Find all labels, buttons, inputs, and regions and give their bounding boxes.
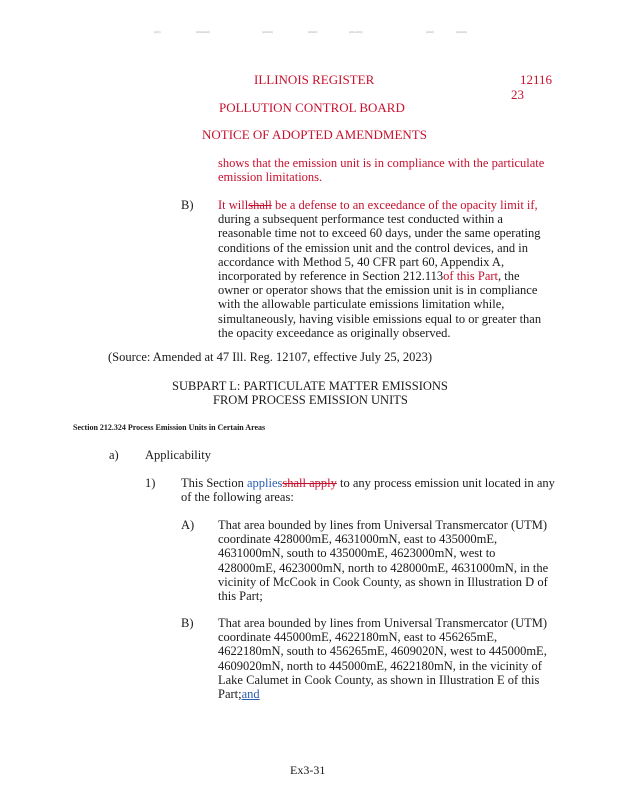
- deleted-shall-apply: shall apply: [282, 476, 337, 490]
- header-noise-5: (###-####): [349, 30, 363, 34]
- item-b-line-3: reasonable time not to exceed 60 days, under the same operating: [218, 226, 541, 241]
- sub-a-line-5: vicinity of McCook in Cook County, as shown in Illustration D of: [218, 574, 548, 589]
- header-noise-6: (####): [426, 30, 434, 34]
- page-number-line2: 23: [511, 87, 524, 102]
- item-b-line-9: simultaneously, having visible emissions equal to or greater than: [218, 311, 542, 326]
- item-b-line-4: conditions of the emission unit and the control devices, and in: [218, 240, 529, 255]
- sub-b-label: B): [181, 616, 194, 630]
- notice-title: NOTICE OF ADOPTED AMENDMENTS: [202, 127, 427, 142]
- item-b-paragraph: [218, 198, 578, 340]
- inserted-will: will: [228, 198, 249, 212]
- sub-b-line-2: coordinate 445000mE, 4622180mN, east to 456265mE,: [218, 630, 498, 645]
- sub-a-line-6: this Part;: [218, 589, 263, 604]
- page-number: 12116: [520, 72, 553, 87]
- item-b-line-10: the opacity exceedance as originally observed.: [218, 325, 451, 340]
- header-noise-1: (###): [154, 30, 161, 34]
- item-1-pre: This Section: [181, 476, 247, 490]
- item-a-label: a): [109, 448, 119, 462]
- register-title: ILLINOIS REGISTER: [254, 72, 375, 87]
- item-b-line-1-pre: It: [218, 198, 229, 212]
- header-noise-2: (########): [196, 30, 210, 34]
- item-1-line-2: of the following areas:: [181, 490, 294, 505]
- agency-name: POLLUTION CONTROL BOARD: [219, 100, 405, 115]
- item-b-line-7: owner or operator shows that the emission unit is in compliance: [218, 283, 538, 298]
- sub-a-line-2: coordinate 428000mE, 4631000mN, east to 435000mE,: [218, 532, 498, 547]
- sub-a-line-3: 4631000mN, south to 435000mE, 4623000mN, west to: [218, 546, 496, 561]
- item-1-line-1: [181, 476, 581, 490]
- item-a-text: Applicability: [145, 448, 211, 462]
- header-noise-4: (#####): [308, 30, 318, 34]
- continuation-line-1: shows that the emission unit is in compliance with the particulate: [218, 156, 545, 170]
- item-b-line-1: [218, 198, 578, 212]
- sub-b-line-6: [218, 687, 583, 701]
- header-noise-7: (######): [456, 30, 467, 34]
- deleted-shall: shall: [248, 198, 272, 212]
- item-b-line-8: with the allowable particulate emissions limitation while,: [218, 297, 505, 312]
- sub-b-line-4: 4609020mN, north to 445000mE, 4622180mN, in the vicinity of: [218, 658, 542, 673]
- header-noise-3: (######): [262, 30, 273, 34]
- section-heading: Section 212.324 Process Emission Units in Certain Areas: [73, 423, 266, 432]
- sub-b-line-3: 4622180mN, south to 456265mE, 4609020N, west to 445000mE,: [218, 644, 547, 659]
- page-footer: Ex3-31: [290, 763, 326, 777]
- item-b-line-2: during a subsequent performance test conducted within a: [218, 212, 503, 227]
- continuation-line-2: emission limitations.: [218, 170, 323, 184]
- inserted-and: and: [241, 687, 260, 702]
- sub-a-line-1: That area bounded by lines from Universal Transmercator (UTM): [218, 518, 548, 532]
- sub-b-paragraph: [218, 616, 583, 701]
- inserted-of-this-part: of this Part: [443, 269, 499, 284]
- subpart-heading-line-1: SUBPART L: PARTICULATE MATTER EMISSIONS: [172, 379, 448, 393]
- item-b-line-6-pre: incorporated by reference in Section 212.113: [218, 269, 444, 284]
- item-b-label: B): [181, 198, 194, 212]
- sub-b-last-pre: Part;: [218, 687, 242, 702]
- item-1-post: to any process emission unit located in any: [336, 476, 555, 490]
- item-1-label: 1): [145, 476, 156, 490]
- item-b-line-5: accordance with Method 5, 40 CFR part 60, Appendix A,: [218, 254, 505, 269]
- source-note: (Source: Amended at 47 Ill. Reg. 12107, effective July 25, 2023): [108, 350, 433, 364]
- sub-a-paragraph: [218, 518, 583, 603]
- inserted-applies: applies: [246, 476, 283, 490]
- item-1-paragraph: [181, 476, 581, 504]
- item-b-line-6-post: , the: [498, 269, 520, 284]
- item-b-line-6: [218, 269, 578, 283]
- sub-b-line-5: Lake Calumet in Cook County, as shown in Illustration E of this: [218, 672, 540, 687]
- item-b-line-1-post: be a defense to an exceedance of the opacity limit if,: [271, 198, 538, 212]
- sub-a-label: A): [181, 518, 195, 532]
- subpart-heading-line-2: FROM PROCESS EMISSION UNITS: [213, 393, 408, 407]
- sub-a-line-4: 428000mE, 4623000mN, north to 428000mE, 4631000mN, in the: [218, 560, 549, 575]
- sub-b-line-1: That area bounded by lines from Universal Transmercator (UTM): [218, 616, 548, 630]
